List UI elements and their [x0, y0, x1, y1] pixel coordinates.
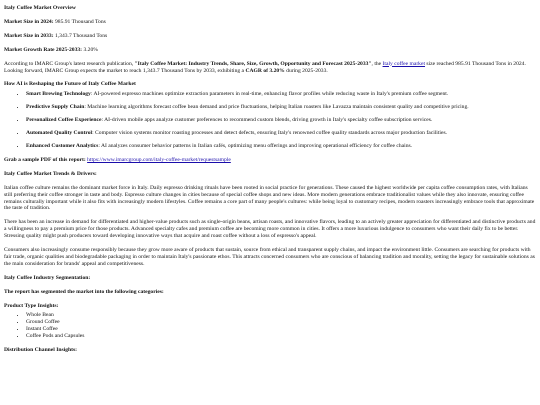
market-growth-rate: [4, 47, 536, 54]
market-link[interactable]: Italy coffee market: [382, 60, 426, 67]
product-heading: Product Type Insights:: [4, 302, 59, 309]
intro-text: , the: [371, 60, 383, 67]
list-item: [26, 130, 536, 137]
sample-label: Grab a sample PDF of this report:: [4, 156, 88, 163]
list-item: [26, 117, 536, 124]
item-term: Personalized Coffee Experience: [26, 117, 102, 124]
list-item: • Coffee Pods and Capsules: [26, 333, 536, 340]
product-list: [4, 312, 536, 340]
page-title: Italy Coffee Market Overview: [4, 5, 76, 11]
trends-paragraph-3: Consumers also increasingly consume responsibly because they grow more aware of products that sustain, source from ethical and transparent supply chains, and impact the environment little. Consumers are searching for products with fair trade, organic qualities and biodegradable packaging in order to maintain Italy's passionate ethos. This attracts concerned consumers who are conscious of balancing tradition and morality, setting the legacy for sustainable solutions as the main consideration for brands' appeal and competitiveness.: [4, 247, 535, 267]
item-text: : AI analyzes consumer behavior patterns in Italian cafés, optimizing menu offerings and improving operational efficiency for coffee chains.: [98, 142, 413, 149]
intro-text: According to IMARC Group's latest research publication,: [4, 60, 135, 67]
trends-heading: Italy Coffee Market Trends & Drivers:: [4, 170, 97, 177]
segmentation-intro: The report has segmented the market into the following categories:: [4, 288, 164, 295]
stat-value: 3.20%: [83, 46, 98, 53]
intro-paragraph: [4, 61, 536, 75]
distribution-heading: Distribution Channel Insights:: [4, 347, 78, 354]
item-text: : AI-driven mobile apps analyze customer preferences to recommend custom blends, driving growth in Italy's specialty coffee subscription services.: [101, 117, 433, 124]
market-size-2033: [4, 33, 536, 40]
trends-paragraph-1: Italian coffee culture remains the dominant market force in Italy. Daily espresso drinking rituals have been rooted in social practice for generations. These caused the highest worldwide per capita coffee consumption rates, with Italians still preferring their coffee stronger in taste and body. Espresso culture changes in cities because of special coffee shops and new ideas. More modern generations embrace traditionalist values while they also innovate, ensuring coffee remains culturally important while it also fits with increasingly modern lifestyles. Coffee remains a core part of many people's cultures: while being loyal to customary recipes, modern roasters increasingly embrace tools that approximate the taste of tradition.: [4, 184, 535, 212]
list-item: • Instant Coffee: [26, 326, 536, 333]
stat-value: 1,343.7 Thousand Tons: [54, 32, 108, 39]
trends-paragraph-2: There has been an increase in demand for differentiated and higher-value products such as single-origin beans, artisan roasts, and innovative flavors, leading to an actively greater appreciation for differentiated and distinctive products and a willingness to pay a premium price for those products. Advanced specialty cafes and premium coffee are becoming more common in cities. It offers a more luxurious indulgence to consumers who want their daily fix to be better. Stressing quality might push producers toward developing innovative ways that acquire and roast coffee without a loss of espresso's appeal.: [4, 219, 536, 240]
item-text: : Machine learning algorithms forecast coffee bean demand and price fluctuations, helping Italian roasters like Lavazza maintain consistent quality and competitive pricing.: [84, 104, 469, 111]
stat-label: Market Growth Rate 2025-2033:: [4, 46, 83, 53]
ai-list: [4, 91, 536, 150]
list-item: [26, 91, 536, 98]
market-size-2024: [4, 19, 536, 26]
list-item: • Whole Bean: [26, 312, 536, 319]
item-term: Automated Quality Control: [26, 130, 93, 137]
item-term: Enhanced Customer Analytics: [26, 142, 99, 149]
stat-label: Market Size in 2033:: [4, 32, 54, 39]
report-title: "Italy Coffee Market: Industry Trends, Share, Size, Growth, Opportunity and Forecast 2025-2033": [134, 60, 372, 67]
item-term: Predictive Supply Chain: [26, 104, 85, 111]
item-term: Smart Brewing Technology: [26, 91, 91, 98]
stat-value: 985.91 Thousand Tons: [54, 18, 106, 25]
list-item: [26, 143, 536, 150]
sample-line: [4, 157, 536, 164]
list-item: • Ground Coffee: [26, 319, 536, 326]
item-text: : Computer vision systems monitor roasting processes and detect defects, ensuring Italy's renowned coffee quality standards across major production facilities.: [92, 130, 448, 137]
segmentation-heading: Italy Coffee Industry Segmentation:: [4, 274, 91, 281]
cagr-value: CAGR of 3.20%: [245, 67, 285, 74]
intro-text: size reached 985.91 Thousand Tons in 2024. Looking forward, IMARC Group expects the market to reach 1,343.7 Thousand Tons by 2033, exhibiting a: [4, 60, 526, 74]
stat-label: Market Size in 2024:: [4, 18, 54, 25]
ai-heading: How AI is Reshaping the Future of Italy Coffee Market: [4, 81, 136, 88]
intro-text: during 2025-2033.: [284, 67, 328, 74]
sample-link[interactable]: https://www.imarcgroup.com/italy-coffee-market/requestsample: [87, 156, 231, 163]
list-item: [26, 104, 536, 111]
item-text: : AI-powered espresso machines optimize extraction parameters in real-time, enhancing flavor profiles while reducing waste in Italy's premium coffee segment.: [90, 91, 449, 98]
